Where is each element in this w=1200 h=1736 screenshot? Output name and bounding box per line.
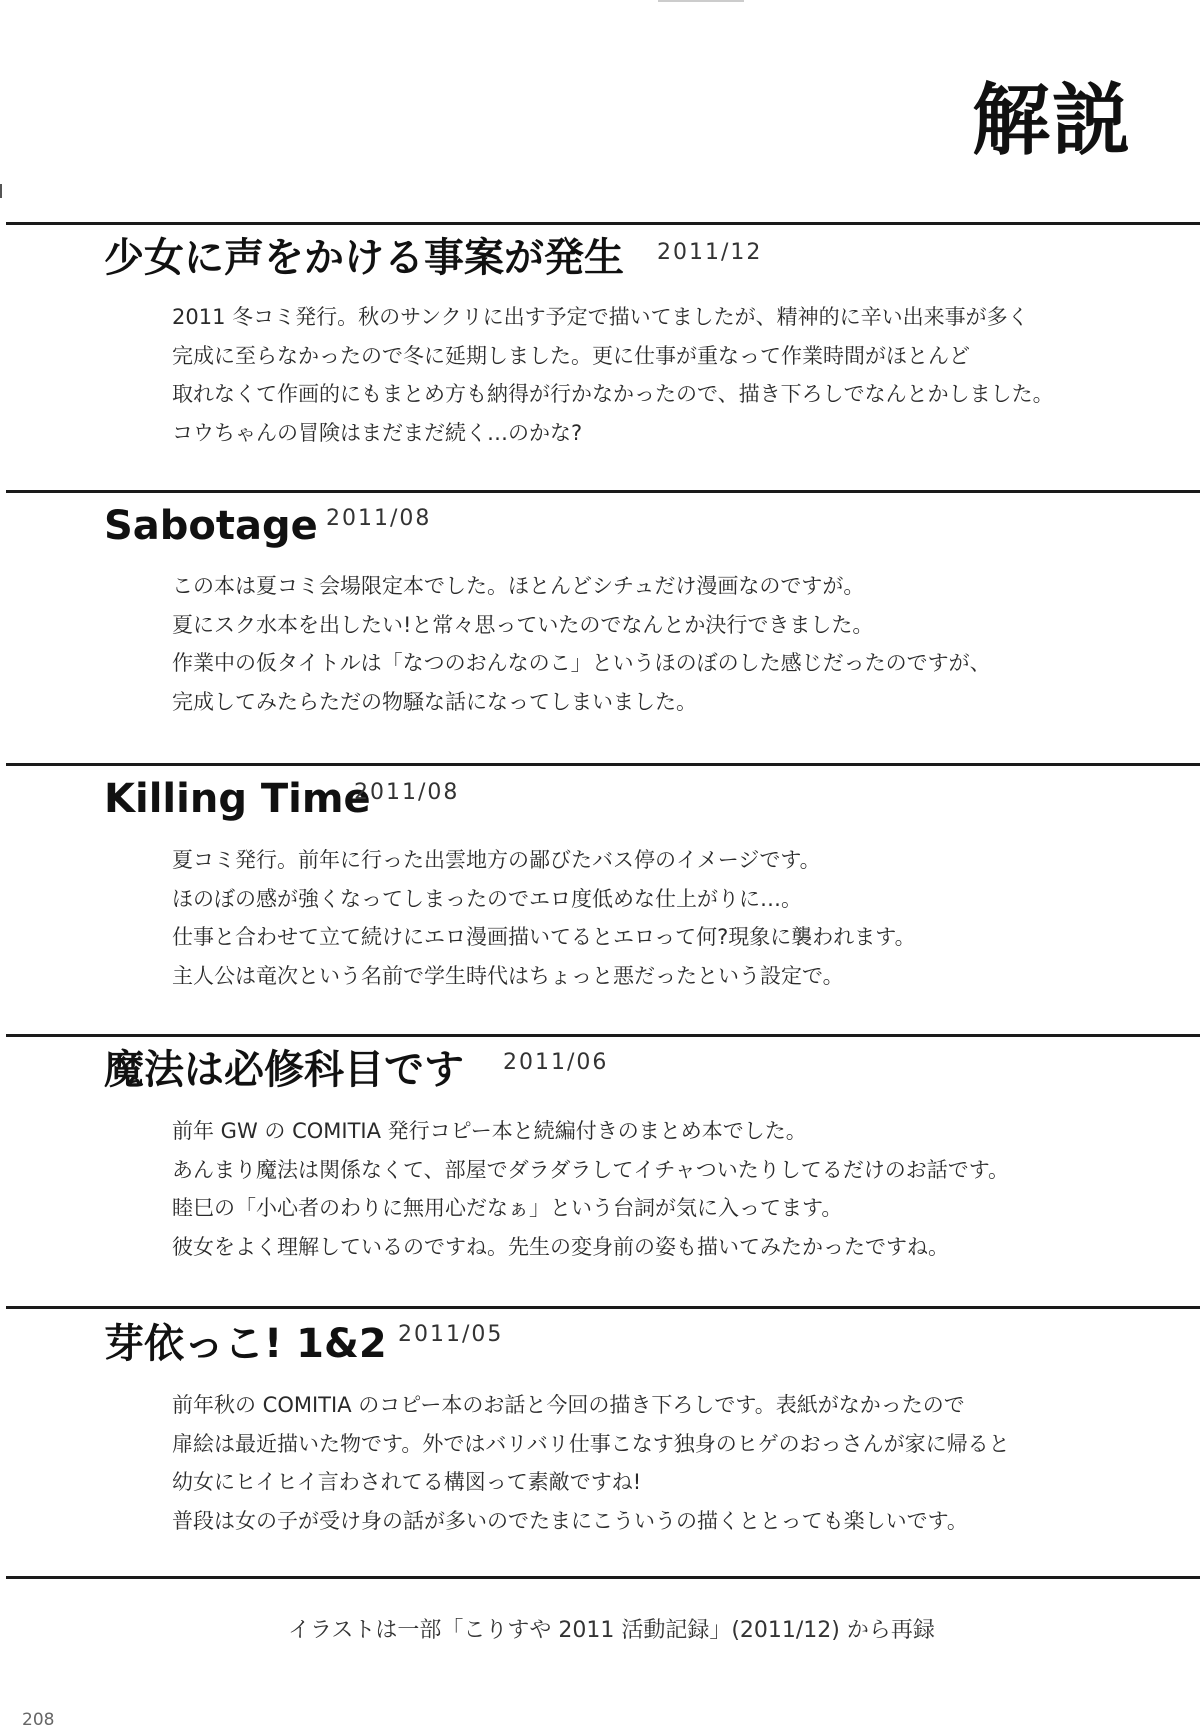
body-line: 彼女をよく理解しているのですね。先生の変身前の姿も描いてみたかったですね。 [172, 1234, 949, 1259]
body-line: 完成に至らなかったので冬に延期しました。更に仕事が重なって作業時間がほとんど [172, 343, 970, 368]
section-title: Sabotage [104, 503, 318, 549]
section-body [172, 841, 1132, 995]
section-date: 2011/06 [503, 1050, 609, 1075]
body-line: ほのぼの感が強くなってしまったのでエロ度低めな仕上がりに…。 [172, 886, 802, 911]
body-line: 主人公は竜次という名前で学生時代はちょっと悪だったという設定で。 [172, 963, 844, 988]
body-line: 取れなくて作画的にもまとめ方も納得が行かなかったので、描き下ろしでなんとかしました。 [172, 382, 1054, 406]
section-date: 2011/08 [326, 506, 432, 531]
section-divider [6, 490, 1200, 493]
section-title: Killing Time [104, 776, 371, 822]
section-date: 2011/08 [354, 780, 460, 805]
body-line: 睦巳の「小心者のわりに無用心だなぁ」という台詞が気に入ってます。 [172, 1196, 843, 1220]
section-body [172, 298, 1132, 452]
section-date: 2011/12 [657, 240, 763, 265]
section-divider [6, 763, 1200, 766]
body-line: 仕事と合わせて立て続けにエロ漫画描いてるとエロって何?現象に襲われます。 [172, 925, 916, 949]
section-divider [6, 222, 1200, 225]
section-body [172, 1112, 1132, 1266]
body-line: 前年秋の COMITIA のコピー本のお話と今回の描き下ろしです。表紙がなかったので [172, 1393, 965, 1417]
section-title: 魔法は必修科目です [104, 1047, 464, 1093]
scan-edge-mark-left [0, 184, 2, 198]
body-line: 前年 GW の COMITIA 発行コピー本と続編付きのまとめ本でした。 [172, 1119, 807, 1143]
body-line: コウちゃんの冒険はまだまだ続く…のかな? [172, 420, 583, 445]
page-title: 解説 [971, 76, 1132, 166]
section-divider [6, 1306, 1200, 1309]
body-line: あんまり魔法は関係なくて、部屋でダラダラしてイチャついたりしてるだけのお話です。 [172, 1157, 1010, 1182]
section-divider [6, 1576, 1200, 1579]
body-line: 普段は女の子が受け身の話が多いのでたまにこういうの描くととっても楽しいです。 [172, 1508, 968, 1533]
section-title: 芽依っこ! 1&2 [104, 1321, 387, 1367]
body-line: 夏にスク水本を出したい!と常々思っていたのでなんとか決行できました。 [172, 612, 874, 637]
page-number: 208 [22, 1710, 55, 1730]
body-line: 幼女にヒイヒイ言わされてる構図って素敵ですね! [172, 1470, 642, 1494]
section-body [172, 567, 1132, 721]
body-line: 2011 冬コミ発行。秋のサンクリに出す予定で描いてましたが、精神的に辛い出来事が多く [172, 305, 1029, 329]
body-line: 完成してみたらただの物騒な話になってしまいました。 [172, 689, 697, 714]
section-title: 少女に声をかける事案が発生 [104, 235, 624, 281]
credit-note: イラストは一部「こりすや 2011 活動記録」(2011/12) から再録 [288, 1618, 935, 1643]
body-line: 作業中の仮タイトルは「なつのおんなのこ」というほのぼのした感じだったのですが、 [172, 651, 991, 675]
body-line: この本は夏コミ会場限定本でした。ほとんどシチュだけ漫画なのですが。 [172, 574, 865, 598]
body-line: 夏コミ発行。前年に行った出雲地方の鄙びたバス停のイメージです。 [172, 848, 821, 872]
scan-edge-mark-top [658, 0, 744, 2]
section-date: 2011/05 [398, 1322, 504, 1347]
section-divider [6, 1034, 1200, 1037]
body-line: 扉絵は最近描いた物です。外ではバリバリ仕事こなす独身のヒゲのおっさんが家に帰ると [172, 1431, 1010, 1456]
section-body [172, 1386, 1132, 1540]
